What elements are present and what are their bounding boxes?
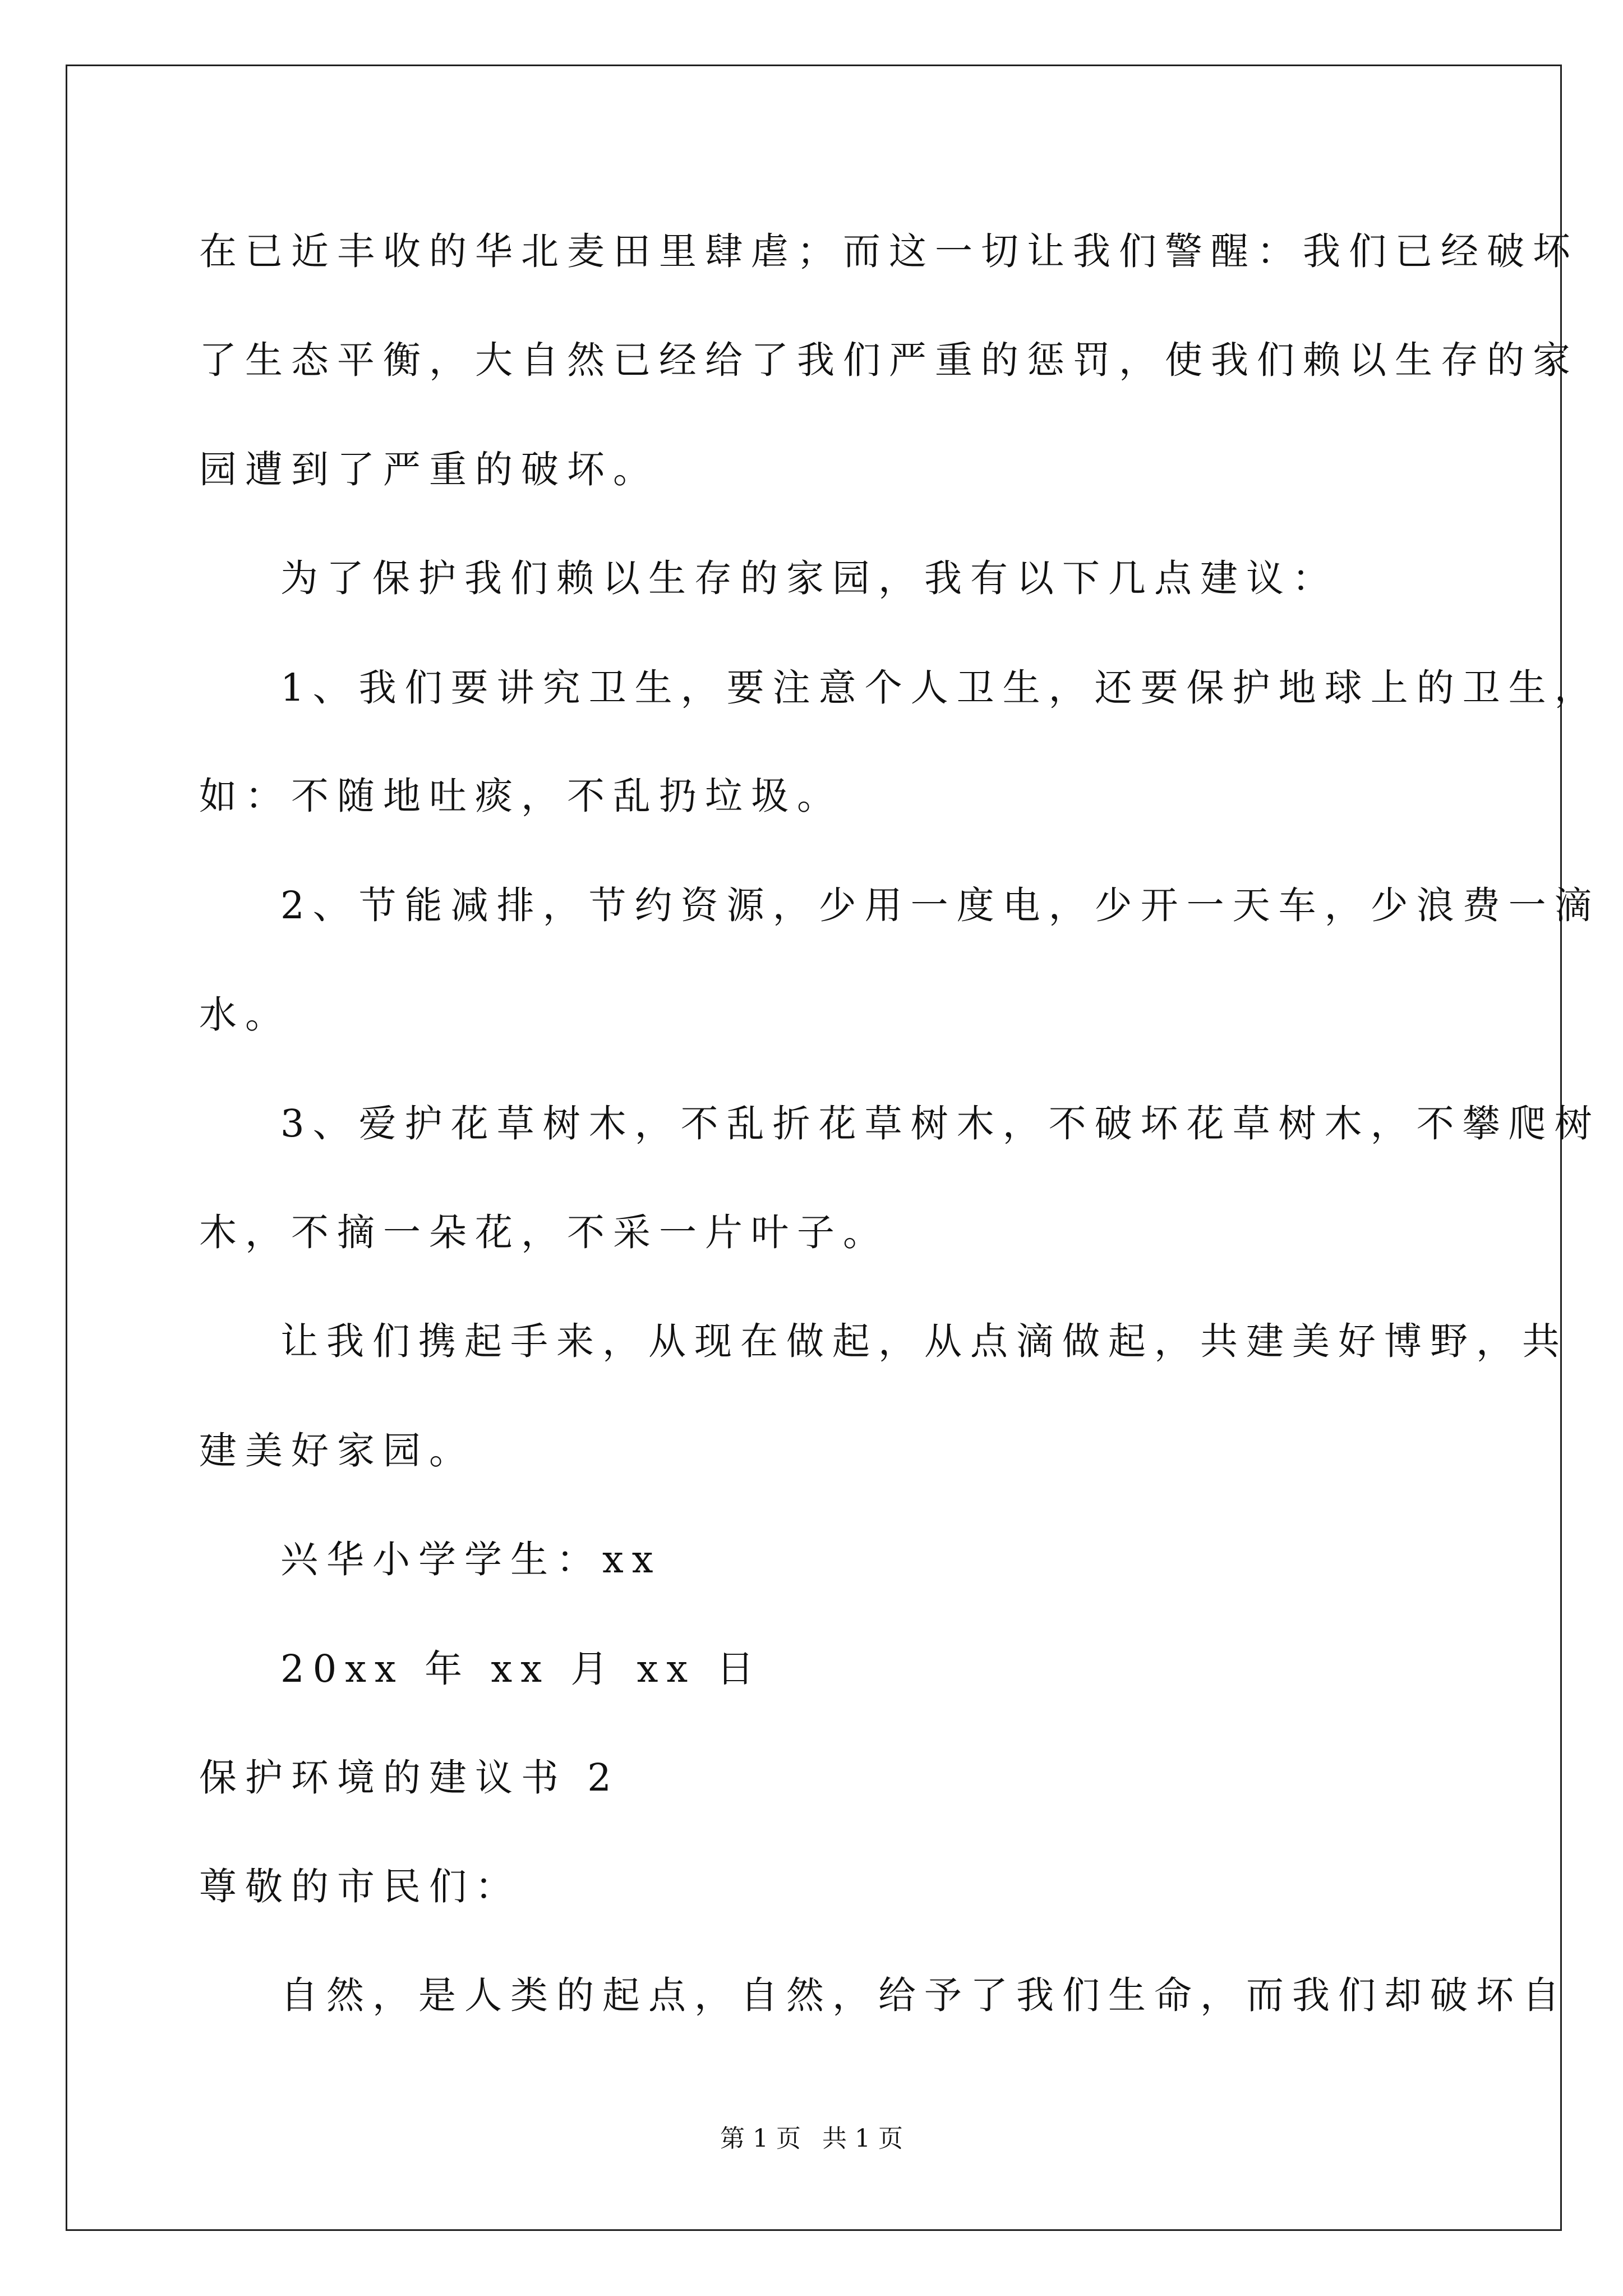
- salutation: 尊敬的市民们：: [199, 1865, 521, 1908]
- body-line: 园遭到了严重的破坏。: [199, 448, 659, 491]
- body-line: 木，不摘一朵花，不采一片叶子。: [199, 1211, 889, 1254]
- body-paragraph-line: 1、我们要讲究卫生，要注意个人卫生，还要保护地球上的卫生，: [280, 666, 1601, 710]
- body-paragraph-line: 为了保护我们赖以生存的家园，我有以下几点建议：: [280, 556, 1338, 600]
- section-title: 保护环境的建议书 2: [199, 1756, 620, 1800]
- body-line: 了生态平衡，大自然已经给了我们严重的惩罚，使我们赖以生存的家: [199, 338, 1579, 382]
- body-paragraph-line: 2、节能减排，节约资源，少用一度电，少开一天车，少浪费一滴: [280, 884, 1601, 927]
- signature-line: 兴华小学学生：xx: [280, 1538, 662, 1581]
- body-paragraph-line: 让我们携起手来，从现在做起，从点滴做起，共建美好博野，共: [280, 1319, 1568, 1363]
- body-line: 如：不随地吐痰，不乱扔垃圾。: [199, 774, 843, 818]
- page-number: 第 1 页: [720, 2124, 801, 2153]
- date-line: 20xx 年 xx 月 xx 日: [280, 1647, 763, 1691]
- body-paragraph-line: 自然，是人类的起点，自然，给予了我们生命，而我们却破坏自: [280, 1973, 1568, 2017]
- page-footer: [0, 2123, 1623, 2155]
- body-paragraph-line: 3、爱护花草树木，不乱折花草树木，不破坏花草树木，不攀爬树: [280, 1102, 1601, 1145]
- page-total: 共 1 页: [822, 2124, 903, 2153]
- body-line: 建美好家园。: [199, 1429, 475, 1473]
- body-line: 在已近丰收的华北麦田里肆虐；而这一切让我们警醒：我们已经破坏: [199, 229, 1579, 273]
- body-line: 水。: [199, 993, 291, 1037]
